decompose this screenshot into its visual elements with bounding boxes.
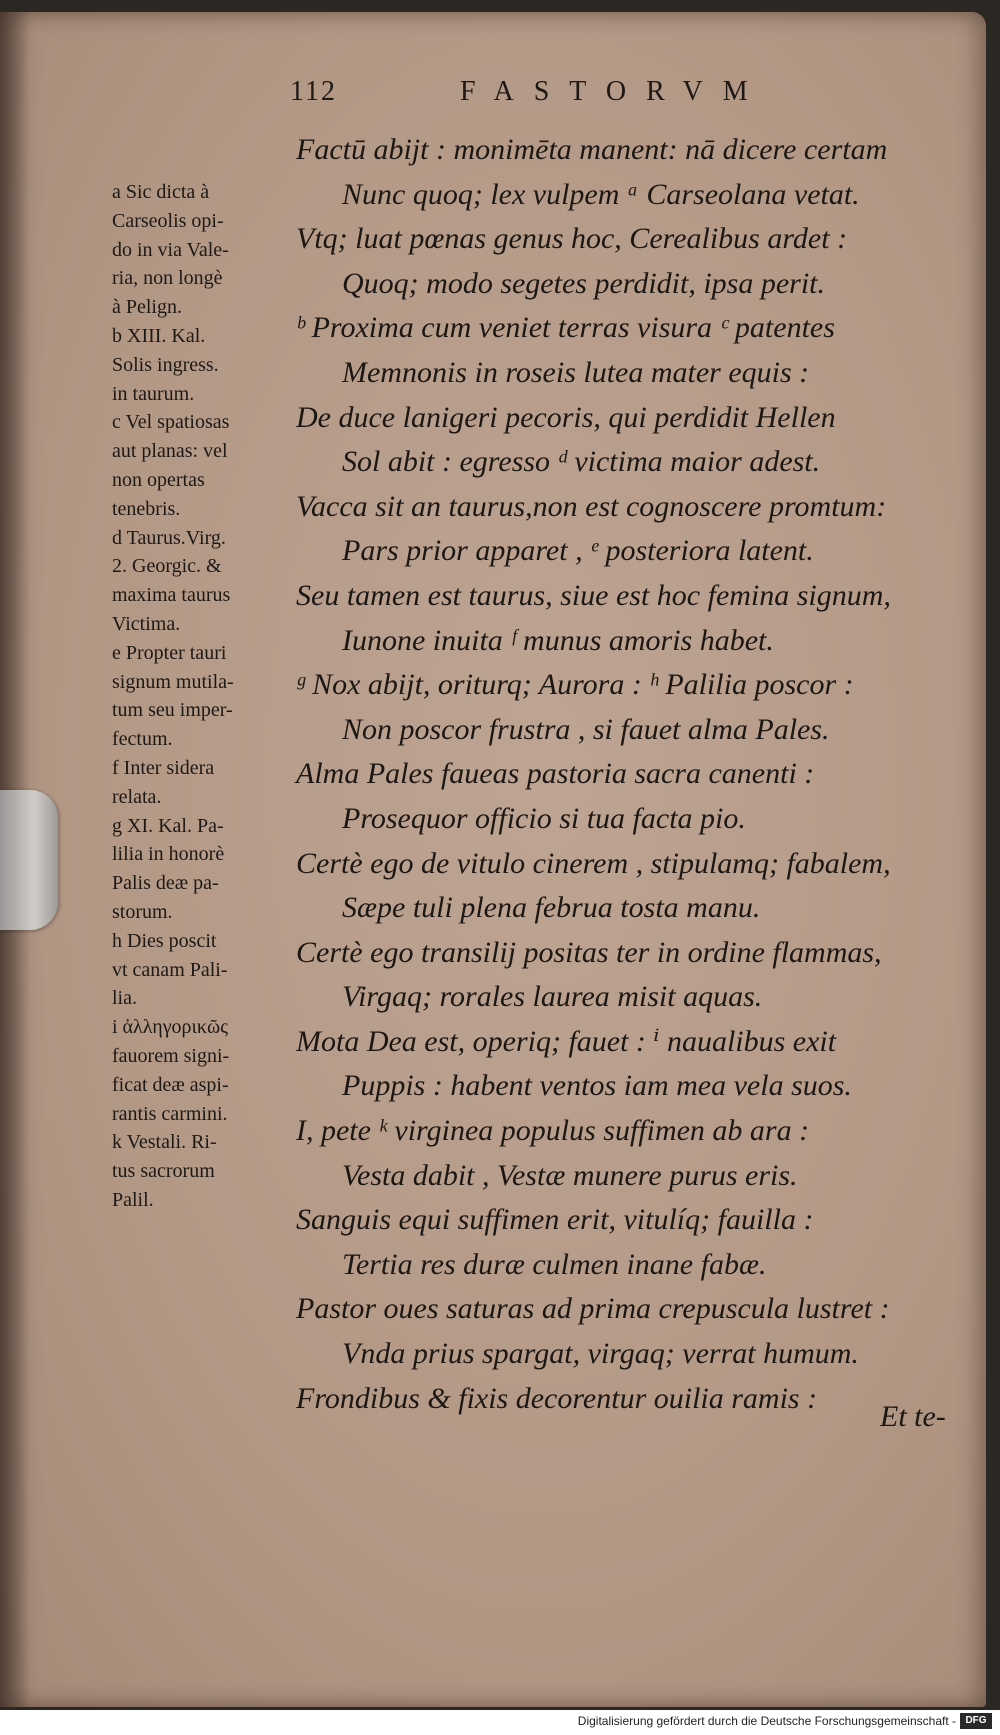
verse-line: Tertia res duræ culmen inane fabæ. (342, 1247, 767, 1281)
marginal-note: c Vel spatiosas aut planas: vel non opertas tenebris. (112, 411, 230, 520)
marginal-note: a Sic dicta à Carseolis opi- do in via Vale- ria, non longè à Pelign. (112, 181, 229, 319)
verse-line: Iunone inuita ᶠ munus amoris habet. (342, 623, 774, 657)
verse-line: Sanguis equi suffimen erit, vitulíq; fauilla : (296, 1203, 814, 1237)
verse-line: I, pete ᵏ virginea populus suffimen ab ara : (296, 1114, 810, 1148)
digitization-credit: Digitalisierung gefördert durch die Deutsche Forschungsgemeinschaft - (577, 1714, 956, 1728)
verse-line: Virgaq; rorales laurea misit aquas. (342, 980, 763, 1014)
marginal-note: g XI. Kal. Pa- lilia in honorè Palis deæ pa- storum. (112, 814, 225, 923)
verse-line: Mota Dea est, operiq; fauet : ⁱ naualibus exit (296, 1024, 837, 1058)
verse-line: ᵍ Nox abijt, oriturq; Aurora : ʰ Palilia poscor : (296, 668, 854, 702)
page-clip (0, 790, 58, 930)
marginal-notes (112, 178, 302, 1215)
verse-line: Pars prior apparet , ᵉ posteriora latent. (342, 534, 814, 568)
page-number: 112 (290, 76, 337, 107)
verse-block (296, 128, 976, 1421)
page-header (290, 76, 850, 116)
verse-line: Seu tamen est taurus, siue est hoc femina signum, (296, 578, 891, 612)
running-title: FASTORVM (460, 76, 768, 107)
marginal-note: k Vestali. Ri- tus sacrorum Palil. (112, 1131, 217, 1211)
marginal-note: b XIII. Kal. Solis ingress. in taurum. (112, 324, 219, 405)
verse-line: Sæpe tuli plena februa tosta manu. (342, 891, 761, 925)
verse-line: Pastor oues saturas ad prima crepuscula lustret : (296, 1292, 890, 1326)
verse-line: Non poscor frustra , si fauet alma Pales. (342, 712, 830, 746)
marginal-note: e Propter tauri signum mutila- tum seu imper- fectum. (112, 641, 234, 751)
verse-line: Certè ego de vitulo cinerem , stipulamq; fabalem, (296, 846, 891, 880)
marginal-note: d Taurus.Virg. 2. Georgic. & maxima taurus Victima. (112, 526, 231, 635)
verse-line: Prosequor officio si tua facta pio. (342, 801, 746, 835)
marginal-note: h Dies poscit vt canam Pali- lia. (112, 929, 228, 1010)
verse-line: Memnonis in roseis lutea mater equis : (342, 355, 810, 389)
verse-line: Vnda prius spargat, virgaq; verrat humum. (342, 1337, 859, 1371)
verse-line: Vacca sit an taurus,non est cognoscere promtum: (296, 489, 887, 523)
verse-line: Alma Pales faueas pastoria sacra canenti : (296, 757, 815, 791)
verse-line: Vesta dabit , Vestæ munere purus eris. (342, 1158, 798, 1192)
verse-line: Certè ego transilij positas ter in ordine flammas, (296, 935, 882, 969)
catchword: Et te- (880, 1400, 946, 1433)
verse-line: Frondibus & fixis decorentur ouilia ramis : (296, 1381, 818, 1415)
verse-line: De duce lanigeri pecoris, qui perdidit Hellen (296, 400, 836, 434)
verse-line: Vtq; luat pœnas genus hoc, Cerealibus ardet : (296, 222, 848, 256)
verse-line: Factū abijt : monimēta manent: nā dicere certam (296, 133, 888, 166)
verse-line: Puppis : habent ventos iam mea vela suos. (342, 1069, 852, 1103)
marginal-note: f Inter sidera relata. (112, 756, 215, 808)
marginal-note: i ἀλληγορικῶς fauorem signi- ficat deæ aspi- rantis carmini. (112, 1016, 230, 1125)
verse-line: Quoq; modo segetes perdidit, ipsa perit. (342, 266, 826, 300)
dfg-logo-icon: DFG (960, 1713, 992, 1729)
verse-line: ᵇ Proxima cum veniet terras visura ᶜ patentes (296, 311, 835, 345)
verse-line: Nunc quoq; lex vulpem ᵃ Carseolana vetat. (342, 177, 860, 211)
verse-line: Sol abit : egresso ᵈ victima maior adest. (342, 445, 821, 479)
